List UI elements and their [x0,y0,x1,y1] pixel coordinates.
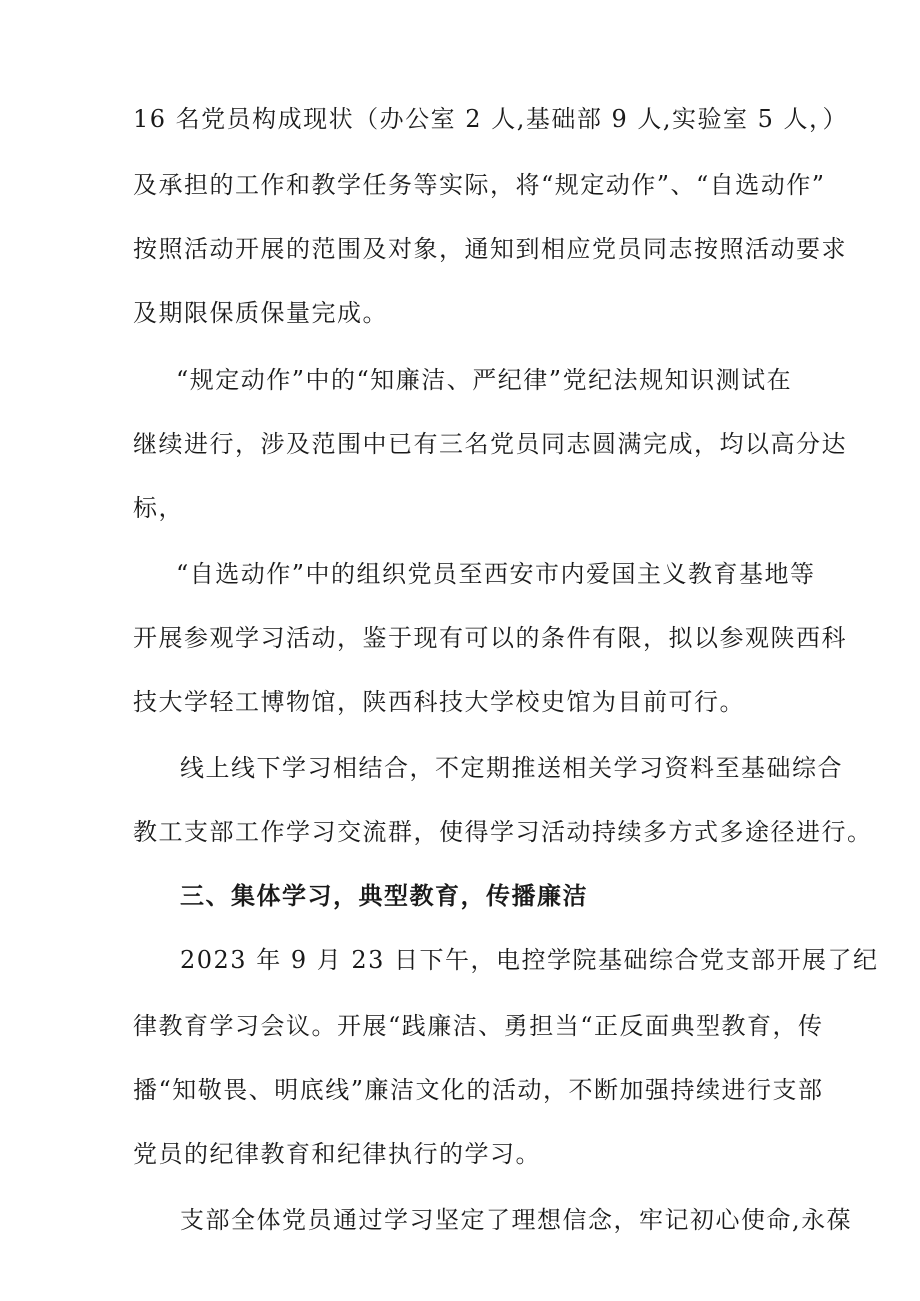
paragraph-line: 及期限保质保量完成。 [133,299,388,327]
paragraph-line: “规定动作”中的“知廉洁、严纪律”党纪法规知识测试在 [176,366,793,394]
paragraph-line: 播“知敬畏、明底线”廉洁文化的活动，不断加强持续进行支部 [133,1076,824,1104]
paragraph-line: 教工支部工作学习交流群，使得学习活动持续多方式多途径进行。 [133,818,873,846]
paragraph-line: 开展参观学习活动，鉴于现有可以的条件有限，拟以参观陕西科 [133,624,847,652]
paragraph-line: 2023 年 9 月 23 日下午，电控学院基础综合党支部开展了纪 [180,946,879,974]
paragraph-line: 技大学轻工博物馆，陕西科技大学校史馆为目前可行。 [133,688,745,716]
paragraph-line: 线上线下学习相结合，不定期推送相关学习资料至基础综合 [180,754,843,782]
paragraph-line: 继续进行，涉及范围中已有三名党员同志圆满完成，均以高分达 [133,430,847,458]
paragraph-line: 党员的纪律教育和纪律执行的学习。 [133,1140,541,1168]
paragraph-line: 按照活动开展的范围及对象，通知到相应党员同志按照活动要求 [133,235,847,263]
paragraph-line: 标， [133,494,184,522]
paragraph-line: 支部全体党员通过学习坚定了理想信念，牢记初心使命,永葆 [180,1206,853,1234]
paragraph-line: “自选动作”中的组织党员至西安市内爱国主义教育基地等 [176,560,816,588]
paragraph-line: 16 名党员构成现状（办公室 2 人,基础部 9 人,实验室 5 人，） [133,105,849,133]
paragraph-line: 律教育学习会议。开展“践廉洁、勇担当“正反面典型教育，传 [133,1012,824,1040]
section-heading: 三、集体学习，典型教育，传播廉洁 [180,882,588,910]
paragraph-line: 及承担的工作和教学任务等实际，将“规定动作”、“自选动作” [133,171,826,199]
